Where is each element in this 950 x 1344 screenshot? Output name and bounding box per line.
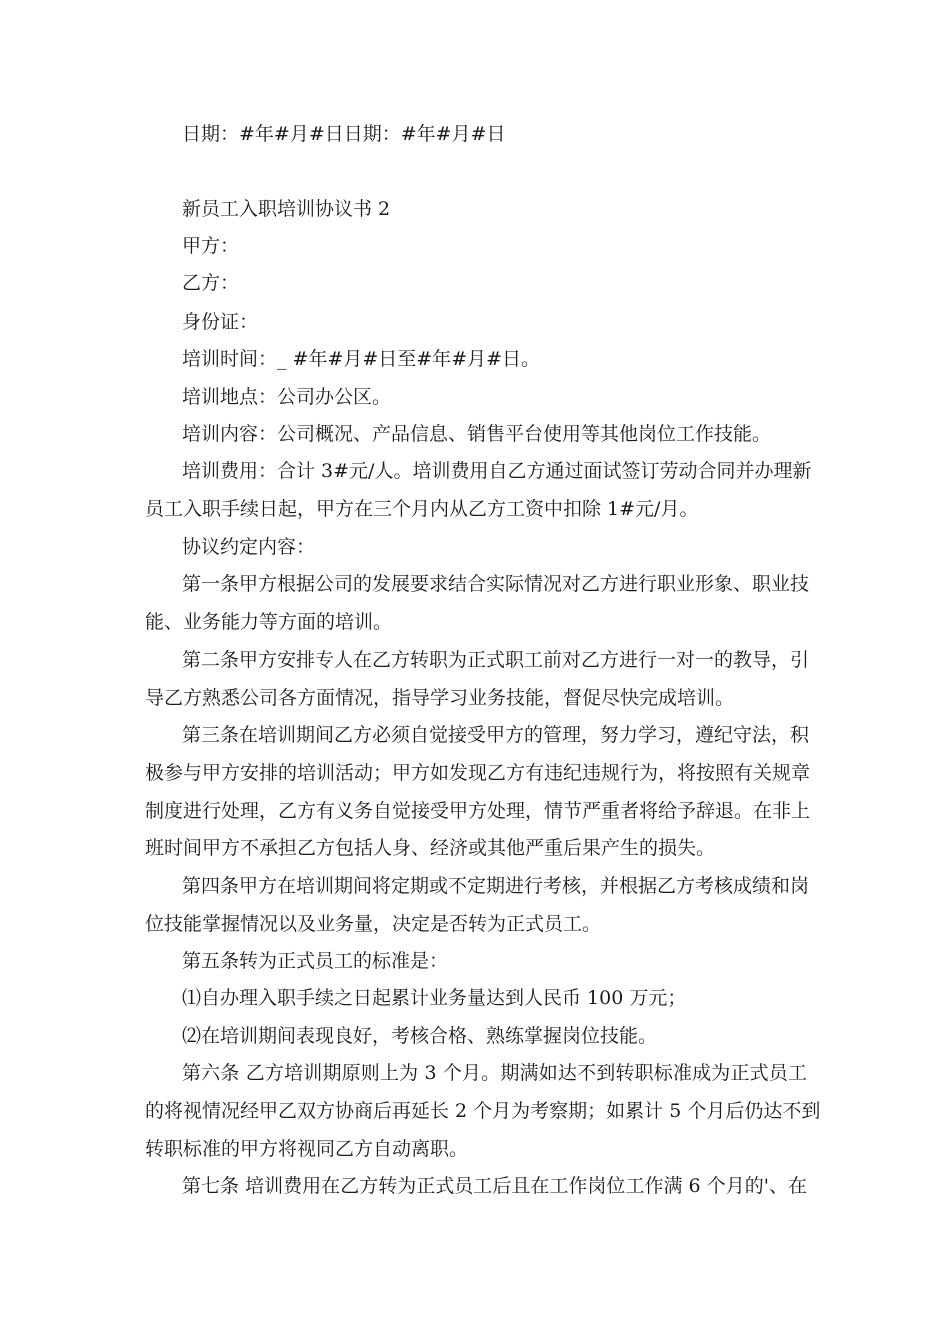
id-card-line: 身份证： xyxy=(182,311,259,333)
training-fee-line-1: 培训费用：合计 3#元/人。培训费用自乙方通过面试签订劳动合同并办理新 xyxy=(182,460,812,482)
article-6-line-2: 的将视情况经甲乙双方协商后再延长 2 个月为考察期；如累计 5 个月后仍达不到 xyxy=(145,1100,821,1122)
training-time-line: 培训时间：_ #年#月#日至#年#月#日。 xyxy=(182,348,541,370)
article-1-line-2: 能、业务能力等方面的培训。 xyxy=(145,611,393,633)
training-content-line: 培训内容：公司概况、产品信息、销售平台使用等其他岗位工作技能。 xyxy=(182,423,772,445)
agreement-heading: 协议约定内容： xyxy=(182,536,316,558)
document-title: 新员工入职培训协议书 2 xyxy=(182,198,391,220)
article-4-line-2: 位技能掌握情况以及业务量，决定是否转为正式员工。 xyxy=(145,913,602,935)
article-4-line-1: 第四条甲方在培训期间将定期或不定期进行考核，并根据乙方考核成绩和岗 xyxy=(182,875,810,897)
article-6-line-3: 转职标准的甲方将视同乙方自动离职。 xyxy=(145,1138,469,1160)
article-3-line-2: 极参与甲方安排的培训活动；甲方如发现乙方有违纪违规行为，将按照有关规章 xyxy=(145,762,811,784)
article-1-line-1: 第一条甲方根据公司的发展要求结合实际情况对乙方进行职业形象、职业技 xyxy=(182,573,810,595)
article-3-line-4: 班时间甲方不承担乙方包括人身、经济或其他严重后果产生的损失。 xyxy=(145,837,716,859)
criterion-2-line: ⑵在培训期间表现良好，考核合格、熟练掌握岗位技能。 xyxy=(182,1025,658,1047)
article-5-line: 第五条转为正式员工的标准是： xyxy=(182,950,449,972)
article-3-line-3: 制度进行处理，乙方有义务自觉接受甲方处理，情节严重者将给予辞退。在非上 xyxy=(145,800,811,822)
article-2-line-1: 第二条甲方安排专人在乙方转职为正式职工前对乙方进行一对一的教导，引 xyxy=(182,649,810,671)
party-a-line: 甲方： xyxy=(182,235,240,257)
date-line: 日期：#年#月#日日期：#年#月#日 xyxy=(182,123,506,145)
criterion-1-line: ⑴自办理入职手续之日起累计业务量达到人民币 100 万元； xyxy=(182,987,687,1009)
training-fee-line-2: 员工入职手续日起，甲方在三个月内从乙方工资中扣除 1#元/月。 xyxy=(145,498,699,520)
article-3-line-1: 第三条在培训期间乙方必须自觉接受甲方的管理，努力学习，遵纪守法，积 xyxy=(182,724,810,746)
article-6-line-1: 第六条 乙方培训期原则上为 3 个月。期满如达不到转职标准成为正式员工 xyxy=(182,1062,807,1084)
article-7-line-1: 第七条 培训费用在乙方转为正式员工后且在工作岗位工作满 6 个月的'、在 xyxy=(182,1175,807,1197)
article-2-line-2: 导乙方熟悉公司各方面情况，指导学习业务技能，督促尽快完成培训。 xyxy=(145,687,735,709)
party-b-line: 乙方： xyxy=(182,272,240,294)
training-location-line: 培训地点：公司办公区。 xyxy=(182,386,392,408)
